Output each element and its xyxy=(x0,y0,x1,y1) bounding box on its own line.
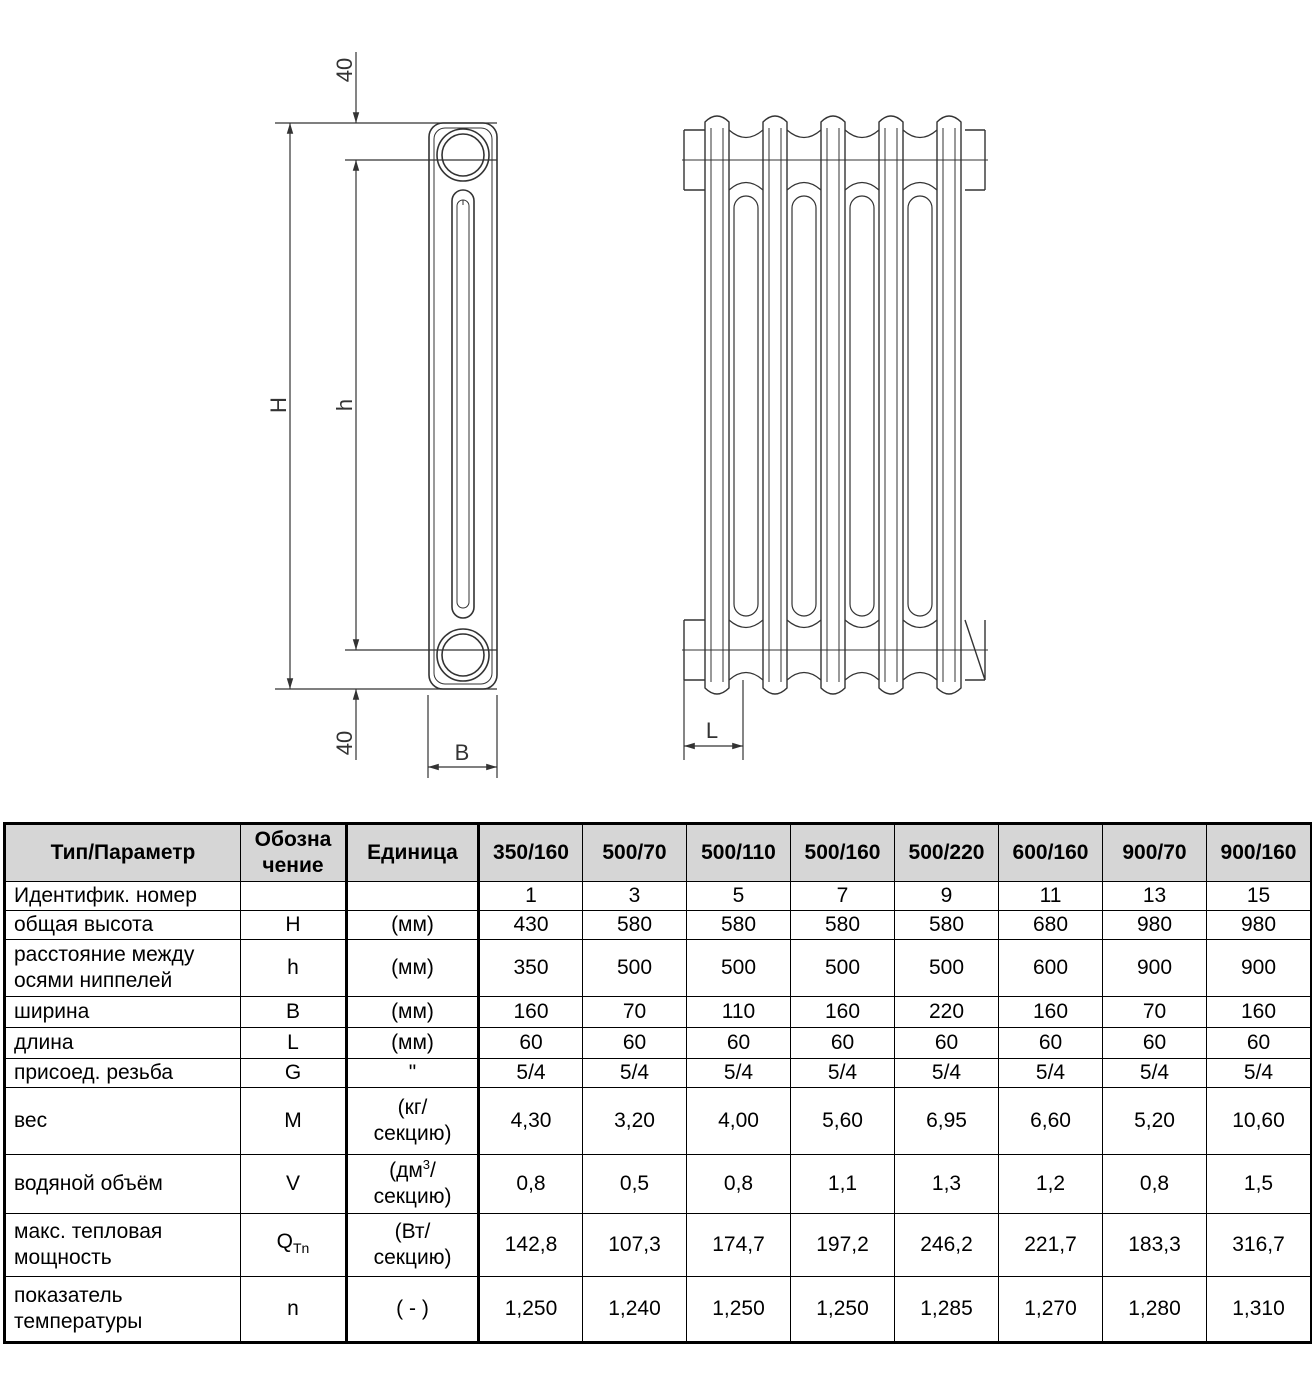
value-cell: 13 xyxy=(1103,882,1207,911)
value-cell: 197,2 xyxy=(791,1214,895,1277)
value-cell: 0,8 xyxy=(687,1155,791,1214)
dim-B-label: B xyxy=(454,740,470,765)
value-cell: 60 xyxy=(1103,1028,1207,1059)
value-cell: 1,270 xyxy=(999,1277,1103,1343)
value-cell: 580 xyxy=(791,911,895,940)
value-cell: 70 xyxy=(583,997,687,1028)
table-row xyxy=(5,1155,1312,1214)
value-cell: 900 xyxy=(1103,940,1207,997)
value-cell: 1,1 xyxy=(791,1155,895,1214)
table-row xyxy=(5,940,1312,997)
header-model: 500/220 xyxy=(895,824,999,882)
value-cell: 60 xyxy=(999,1028,1103,1059)
value-cell: 107,3 xyxy=(583,1214,687,1277)
value-cell: 5,60 xyxy=(791,1088,895,1155)
value-cell: 160 xyxy=(479,997,583,1028)
unit-text: (дм xyxy=(389,1159,423,1182)
radiator-front-view xyxy=(682,116,988,694)
param-unit xyxy=(347,1088,479,1155)
dim-H-label: H xyxy=(266,397,291,413)
value-cell: 1,5 xyxy=(1207,1155,1312,1214)
value-cell: 500 xyxy=(687,940,791,997)
table-row xyxy=(5,882,1312,911)
table-row xyxy=(5,1277,1312,1343)
value-cell: 5/4 xyxy=(583,1059,687,1088)
value-cell: 980 xyxy=(1103,911,1207,940)
param-symbol xyxy=(241,1214,347,1277)
table-row xyxy=(5,1214,1312,1277)
value-cell: 500 xyxy=(583,940,687,997)
value-cell: 246,2 xyxy=(895,1214,999,1277)
value-cell: 10,60 xyxy=(1207,1088,1312,1155)
param-name xyxy=(5,940,241,997)
param-unit-line1 xyxy=(350,1158,475,1184)
value-cell: 316,7 xyxy=(1207,1214,1312,1277)
value-cell: 4,00 xyxy=(687,1088,791,1155)
header-row xyxy=(5,824,1312,882)
dim-bottom-label: 40 xyxy=(332,730,357,756)
value-cell: 60 xyxy=(479,1028,583,1059)
param-unit: (мм) xyxy=(347,940,479,997)
table-row xyxy=(5,1059,1312,1088)
value-cell: 500 xyxy=(895,940,999,997)
value-cell: 680 xyxy=(999,911,1103,940)
param-symbol: G xyxy=(241,1059,347,1088)
value-cell: 5/4 xyxy=(895,1059,999,1088)
header-unit: Единица xyxy=(347,824,479,882)
param-unit xyxy=(347,1155,479,1214)
unit-superscript: 3 xyxy=(422,1157,431,1172)
param-symbol: h xyxy=(241,940,347,997)
value-cell: 580 xyxy=(895,911,999,940)
header-param: Тип/Параметр xyxy=(5,824,241,882)
dim-top-label: 40 xyxy=(332,57,357,83)
header-model: 350/160 xyxy=(479,824,583,882)
value-cell: 580 xyxy=(583,911,687,940)
param-name: присоед. резьба xyxy=(5,1059,241,1088)
value-cell: 3 xyxy=(583,882,687,911)
value-cell: 500 xyxy=(791,940,895,997)
param-unit xyxy=(347,882,479,911)
value-cell: 900 xyxy=(1207,940,1312,997)
value-cell: 11 xyxy=(999,882,1103,911)
value-cell: 6,60 xyxy=(999,1088,1103,1155)
header-model: 500/160 xyxy=(791,824,895,882)
param-name-line2: температуры xyxy=(14,1310,143,1333)
value-cell: 1,240 xyxy=(583,1277,687,1343)
value-cell: 7 xyxy=(791,882,895,911)
param-unit: (мм) xyxy=(347,997,479,1028)
value-cell: 5/4 xyxy=(1207,1059,1312,1088)
spec-table xyxy=(3,822,1312,1344)
value-cell: 5/4 xyxy=(999,1059,1103,1088)
table-row xyxy=(5,997,1312,1028)
param-name-line2: мощность xyxy=(14,1246,112,1269)
value-cell: 9 xyxy=(895,882,999,911)
param-name: вес xyxy=(5,1088,241,1155)
param-name-line1: расстояние между xyxy=(14,943,195,966)
param-symbol: M xyxy=(241,1088,347,1155)
value-cell: 60 xyxy=(687,1028,791,1059)
value-cell: 1,2 xyxy=(999,1155,1103,1214)
value-cell: 0,5 xyxy=(583,1155,687,1214)
dim-h-label: h xyxy=(332,398,357,412)
param-name-line2: осями ниппелей xyxy=(14,969,173,992)
header-symbol xyxy=(241,824,347,882)
value-cell: 160 xyxy=(999,997,1103,1028)
param-name xyxy=(5,1277,241,1343)
value-cell: 160 xyxy=(1207,997,1312,1028)
value-cell: 15 xyxy=(1207,882,1312,911)
value-cell: 1,250 xyxy=(687,1277,791,1343)
symbol-subscript: Tn xyxy=(293,1240,310,1257)
value-cell: 980 xyxy=(1207,911,1312,940)
param-name: длина xyxy=(5,1028,241,1059)
value-cell: 5/4 xyxy=(791,1059,895,1088)
value-cell: 0,8 xyxy=(1103,1155,1207,1214)
param-name: водяной объём xyxy=(5,1155,241,1214)
value-cell: 350 xyxy=(479,940,583,997)
value-cell: 5,20 xyxy=(1103,1088,1207,1155)
value-cell: 60 xyxy=(583,1028,687,1059)
header-model: 600/160 xyxy=(999,824,1103,882)
value-cell: 5 xyxy=(687,882,791,911)
value-cell: 430 xyxy=(479,911,583,940)
param-unit: (мм) xyxy=(347,911,479,940)
value-cell: 1 xyxy=(479,882,583,911)
symbol-text: Q xyxy=(276,1229,293,1253)
value-cell: 580 xyxy=(687,911,791,940)
param-unit-line2: секцию) xyxy=(373,1185,452,1208)
header-model: 900/70 xyxy=(1103,824,1207,882)
table-row xyxy=(5,911,1312,940)
dim-L-label: L xyxy=(705,718,719,743)
value-cell: 70 xyxy=(1103,997,1207,1028)
param-unit-line2: секцию) xyxy=(373,1122,452,1145)
param-unit xyxy=(347,1214,479,1277)
param-name: общая высота xyxy=(5,911,241,940)
param-symbol xyxy=(241,882,347,911)
value-cell: 60 xyxy=(895,1028,999,1059)
param-symbol: n xyxy=(241,1277,347,1343)
value-cell: 1,310 xyxy=(1207,1277,1312,1343)
param-name: Идентифик. номер xyxy=(5,882,241,911)
param-symbol: H xyxy=(241,911,347,940)
section-side-view xyxy=(429,123,497,689)
value-cell: 174,7 xyxy=(687,1214,791,1277)
param-name-line1: показатель xyxy=(14,1284,123,1307)
param-name-line1: макс. тепловая xyxy=(14,1220,163,1243)
param-unit: (мм) xyxy=(347,1028,479,1059)
table-row xyxy=(5,1028,1312,1059)
param-unit-line1: (Вт/ xyxy=(394,1220,431,1243)
value-cell: 1,3 xyxy=(895,1155,999,1214)
param-unit: ( - ) xyxy=(347,1277,479,1343)
value-cell: 1,280 xyxy=(1103,1277,1207,1343)
param-unit-line1: (кг/ xyxy=(397,1096,428,1119)
value-cell: 220 xyxy=(895,997,999,1028)
value-cell: 0,8 xyxy=(479,1155,583,1214)
param-unit: " xyxy=(347,1059,479,1088)
value-cell: 6,95 xyxy=(895,1088,999,1155)
value-cell: 5/4 xyxy=(687,1059,791,1088)
header-symbol-line2: чение xyxy=(262,854,324,877)
value-cell: 3,20 xyxy=(583,1088,687,1155)
value-cell: 4,30 xyxy=(479,1088,583,1155)
header-model: 500/70 xyxy=(583,824,687,882)
param-symbol: V xyxy=(241,1155,347,1214)
header-model: 900/160 xyxy=(1207,824,1312,882)
param-name xyxy=(5,1214,241,1277)
value-cell: 160 xyxy=(791,997,895,1028)
unit-tail: / xyxy=(430,1159,436,1182)
param-symbol: L xyxy=(241,1028,347,1059)
value-cell: 1,285 xyxy=(895,1277,999,1343)
value-cell: 5/4 xyxy=(1103,1059,1207,1088)
header-model: 500/110 xyxy=(687,824,791,882)
value-cell: 60 xyxy=(791,1028,895,1059)
value-cell: 183,3 xyxy=(1103,1214,1207,1277)
value-cell: 221,7 xyxy=(999,1214,1103,1277)
value-cell: 60 xyxy=(1207,1028,1312,1059)
value-cell: 600 xyxy=(999,940,1103,997)
value-cell: 5/4 xyxy=(479,1059,583,1088)
table-row xyxy=(5,1088,1312,1155)
value-cell: 1,250 xyxy=(479,1277,583,1343)
value-cell: 1,250 xyxy=(791,1277,895,1343)
param-symbol: B xyxy=(241,997,347,1028)
value-cell: 110 xyxy=(687,997,791,1028)
header-symbol-line1: Обозна xyxy=(254,828,332,851)
value-cell: 142,8 xyxy=(479,1214,583,1277)
param-name: ширина xyxy=(5,997,241,1028)
param-unit-line2: секцию) xyxy=(373,1246,452,1269)
